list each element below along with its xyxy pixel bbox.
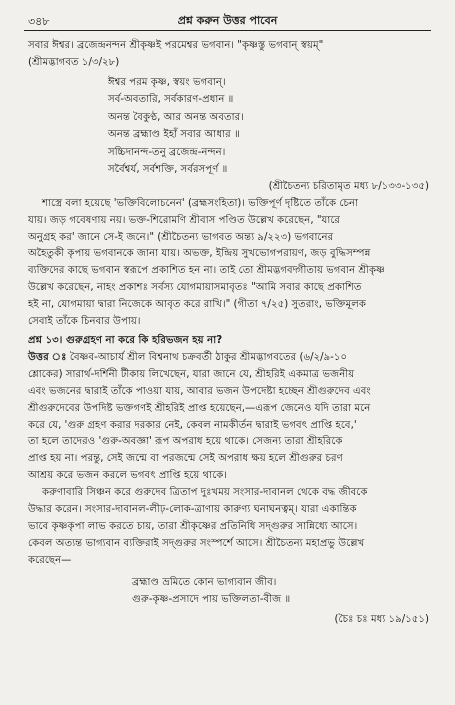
paragraph-line: যায়। জড় গবেষণায় নয়। ভক্ত-শিরোমণি শ্রীবাস পণ্ডিত উল্লেখ করেছেন, "যারে [28, 214, 341, 226]
paragraph-line: হই না, যোগমায়া দ্বারা নিজেকে আবৃত করে রাখি।" (গীতা ৭/২৫) সুতরাং, ভক্তিমূলক [28, 299, 367, 311]
paragraph-4 [28, 485, 429, 570]
paragraph-line: কেবল অত্যন্ত ভাগ্যবান ব্যক্তিরাই সদ্গুরুর সংস্পর্শে আসে। শ্রীচৈতন্য মহাপ্রভু উল্লেখ [28, 537, 365, 549]
paragraph-line: উদ্ধার করেন। সংসার-দাবানল-লীঢ়-লোক-ত্রাণায় কারুণ্য ঘনাঘনত্বম্। যারা একান্তিক [28, 504, 357, 516]
paragraph-2 [28, 196, 429, 331]
answer-paragraph [28, 350, 429, 485]
paragraph-line: অনুগ্রহ কর' জানে সে-ই জনে।" (শ্রীচৈতন্য ভাগবত অন্ত্য ৯/২২৩) ভগবানের [28, 231, 334, 243]
answer-first-line [28, 350, 429, 367]
page-number: ৩৪৮ [28, 15, 50, 28]
paragraph-line: শাস্ত্রে বলা হয়েছে 'ভক্তিবিলোচনেন' (ব্রহ্মসংহিতা)। ভক্তিপূর্ণ দৃষ্টিতে তাঁকে চেনা [42, 197, 359, 209]
verse-line: অনন্ত ব্রহ্মাণ্ড ইহাঁ সবার আধার ॥ [108, 129, 240, 141]
paragraph-line: উল্লেখ করেছেন, নাহং প্রকাশঃ সর্বস্য যোগমায়াসমাবৃতঃ "আমি সবার কাছে প্রকাশিত [28, 282, 362, 294]
running-title: প্রশ্ন করুন উত্তর পাবেন [177, 14, 278, 27]
paragraph-line: অহৈতুকী কৃপায় ভগবানকে জানা যায়। অভক্ত, ইন্দ্রিয় সুখভোগপরায়ণ, জড় বুদ্ধিসম্পন্ন [28, 248, 371, 260]
paragraph-line: ব্যক্তিদের কাছে ভগবান স্বরূপে প্রকাশিত হন না। তাই তো শ্রীমদ্ভগবদ্গীতায় ভগবান শ্রীকৃষ্ণ [28, 265, 385, 277]
answer-line: বৈষ্ণব-আচার্য শ্রীল বিশ্বনাথ চক্রবর্তী ঠাকুর শ্রীমদ্ভাগবতের (৬/২/৯-১০ [69, 351, 348, 363]
paragraph-line: করেছেন— [28, 554, 72, 566]
verse-2-reference: (চৈঃ চঃ মধ্য ১৯/১৫১) [334, 613, 429, 625]
paragraph-1: সবার ঈশ্বর। ব্রজেন্দ্রনন্দন শ্রীকৃষ্ণই পরমেশ্বর ভগবান। "কৃষ্ণস্তু ভগবান্ স্বয়ম্" [28, 40, 324, 51]
verse-line: অনন্ত বৈকুণ্ঠ, আর অনন্ত অবতার। [108, 111, 244, 123]
verse-block-2 [28, 574, 429, 609]
page-body [28, 38, 429, 629]
paragraph-line: সেবাই তাঁকে চিনবার উপায়। [28, 316, 141, 328]
answer-line: শ্রীগুরুদেবের উপদিষ্ট ভক্তগণই শ্রীহরিই প্রাপ্ত হয়েছেন,—এরূপ জেনেও যদি তারা মনে [28, 402, 371, 414]
verse-line: ব্রহ্মাণ্ড ভ্রমিতে কোন ভাগ্যবান জীব। [132, 576, 277, 588]
verse-line: সর্ব-অবতারি, সর্বকারণ-প্রধান ॥ [108, 94, 234, 106]
page-header [24, 12, 431, 31]
verse-line: ঈশ্বর পরম কৃষ্ণ, স্বয়ং ভগবান্। [108, 76, 226, 88]
answer-label: উত্তর ঃ [28, 351, 67, 363]
answer-line: করে যে, 'গুরু গ্রহণ করার দরকার নেই, কেবল নামকীর্তন দ্বারাই ভগবৎ প্রাপ্তি হবে,' [28, 419, 357, 431]
verse-1-reference: (শ্রীচৈতন্য চরিতামৃত মধ্য ৮/১৩৩-১৩৫) [268, 180, 429, 192]
paragraph-line: করুণাবারি সিঞ্চন করে গুরুদেব ত্রিতাপ দুঃখময় সংসার-দাবানল থেকে বদ্ধ জীবকে [42, 487, 368, 499]
answer-line: তা হলে তাদেরও 'গুরু-অবজ্ঞা' রূপ অপরাধ হয়ে থাকে। সেজন্য তারা শ্রীহরিকে [28, 436, 343, 448]
paragraph-1-reference: (শ্রীমদ্ভাগবত ১/৩/২৮) [28, 56, 120, 68]
question-heading: প্রশ্ন ১৩। গুরুগ্রহণ না করে কি হরিভজন হয় না? [28, 334, 223, 346]
verse-line: সর্বৈশ্বর্য, সর্বশক্তি, সর্বরসপূর্ণ ॥ [108, 164, 228, 176]
paragraph-line: ভাবে কৃষ্ণকৃপা লাভ করতে চায়, তারা শ্রীকৃষ্ণের প্রতিনিধি সদ্গুরুর সান্নিধ্যে আসে। [28, 520, 358, 532]
verse-line: গুরু-কৃষ্ণ-প্রসাদে পায় ভক্তিলতা-বীজ ॥ [132, 594, 291, 606]
answer-line: এবং ভজনের দ্বারাই তাঁকে পাওয়া যায়, আবার ভজন উপদেষ্টা হচ্ছেন শ্রীগুরুদেব এবং [28, 385, 371, 397]
verse-line: সচ্চিদানন্দ-তনু ব্রজেন্দ্র-নন্দন। [108, 146, 226, 158]
answer-line: শ্লোকের) সারার্থ-দর্শিনী টীকায় লিখেছেন, যারা জানে যে, শ্রীহরিই একমাত্র ভজনীয় [28, 368, 355, 380]
verse-block-1 [28, 74, 429, 179]
answer-line: প্রাপ্ত হয় না। পরন্তু, সেই জন্মে বা পরজন্মে সেই অপরাধ ক্ষয় হলে শ্রীগুরুর চরণ [28, 453, 343, 465]
answer-line: আশ্রয় করে ভজন করলে ভগবৎ প্রাপ্তি হয়ে থাকে। [28, 470, 228, 482]
